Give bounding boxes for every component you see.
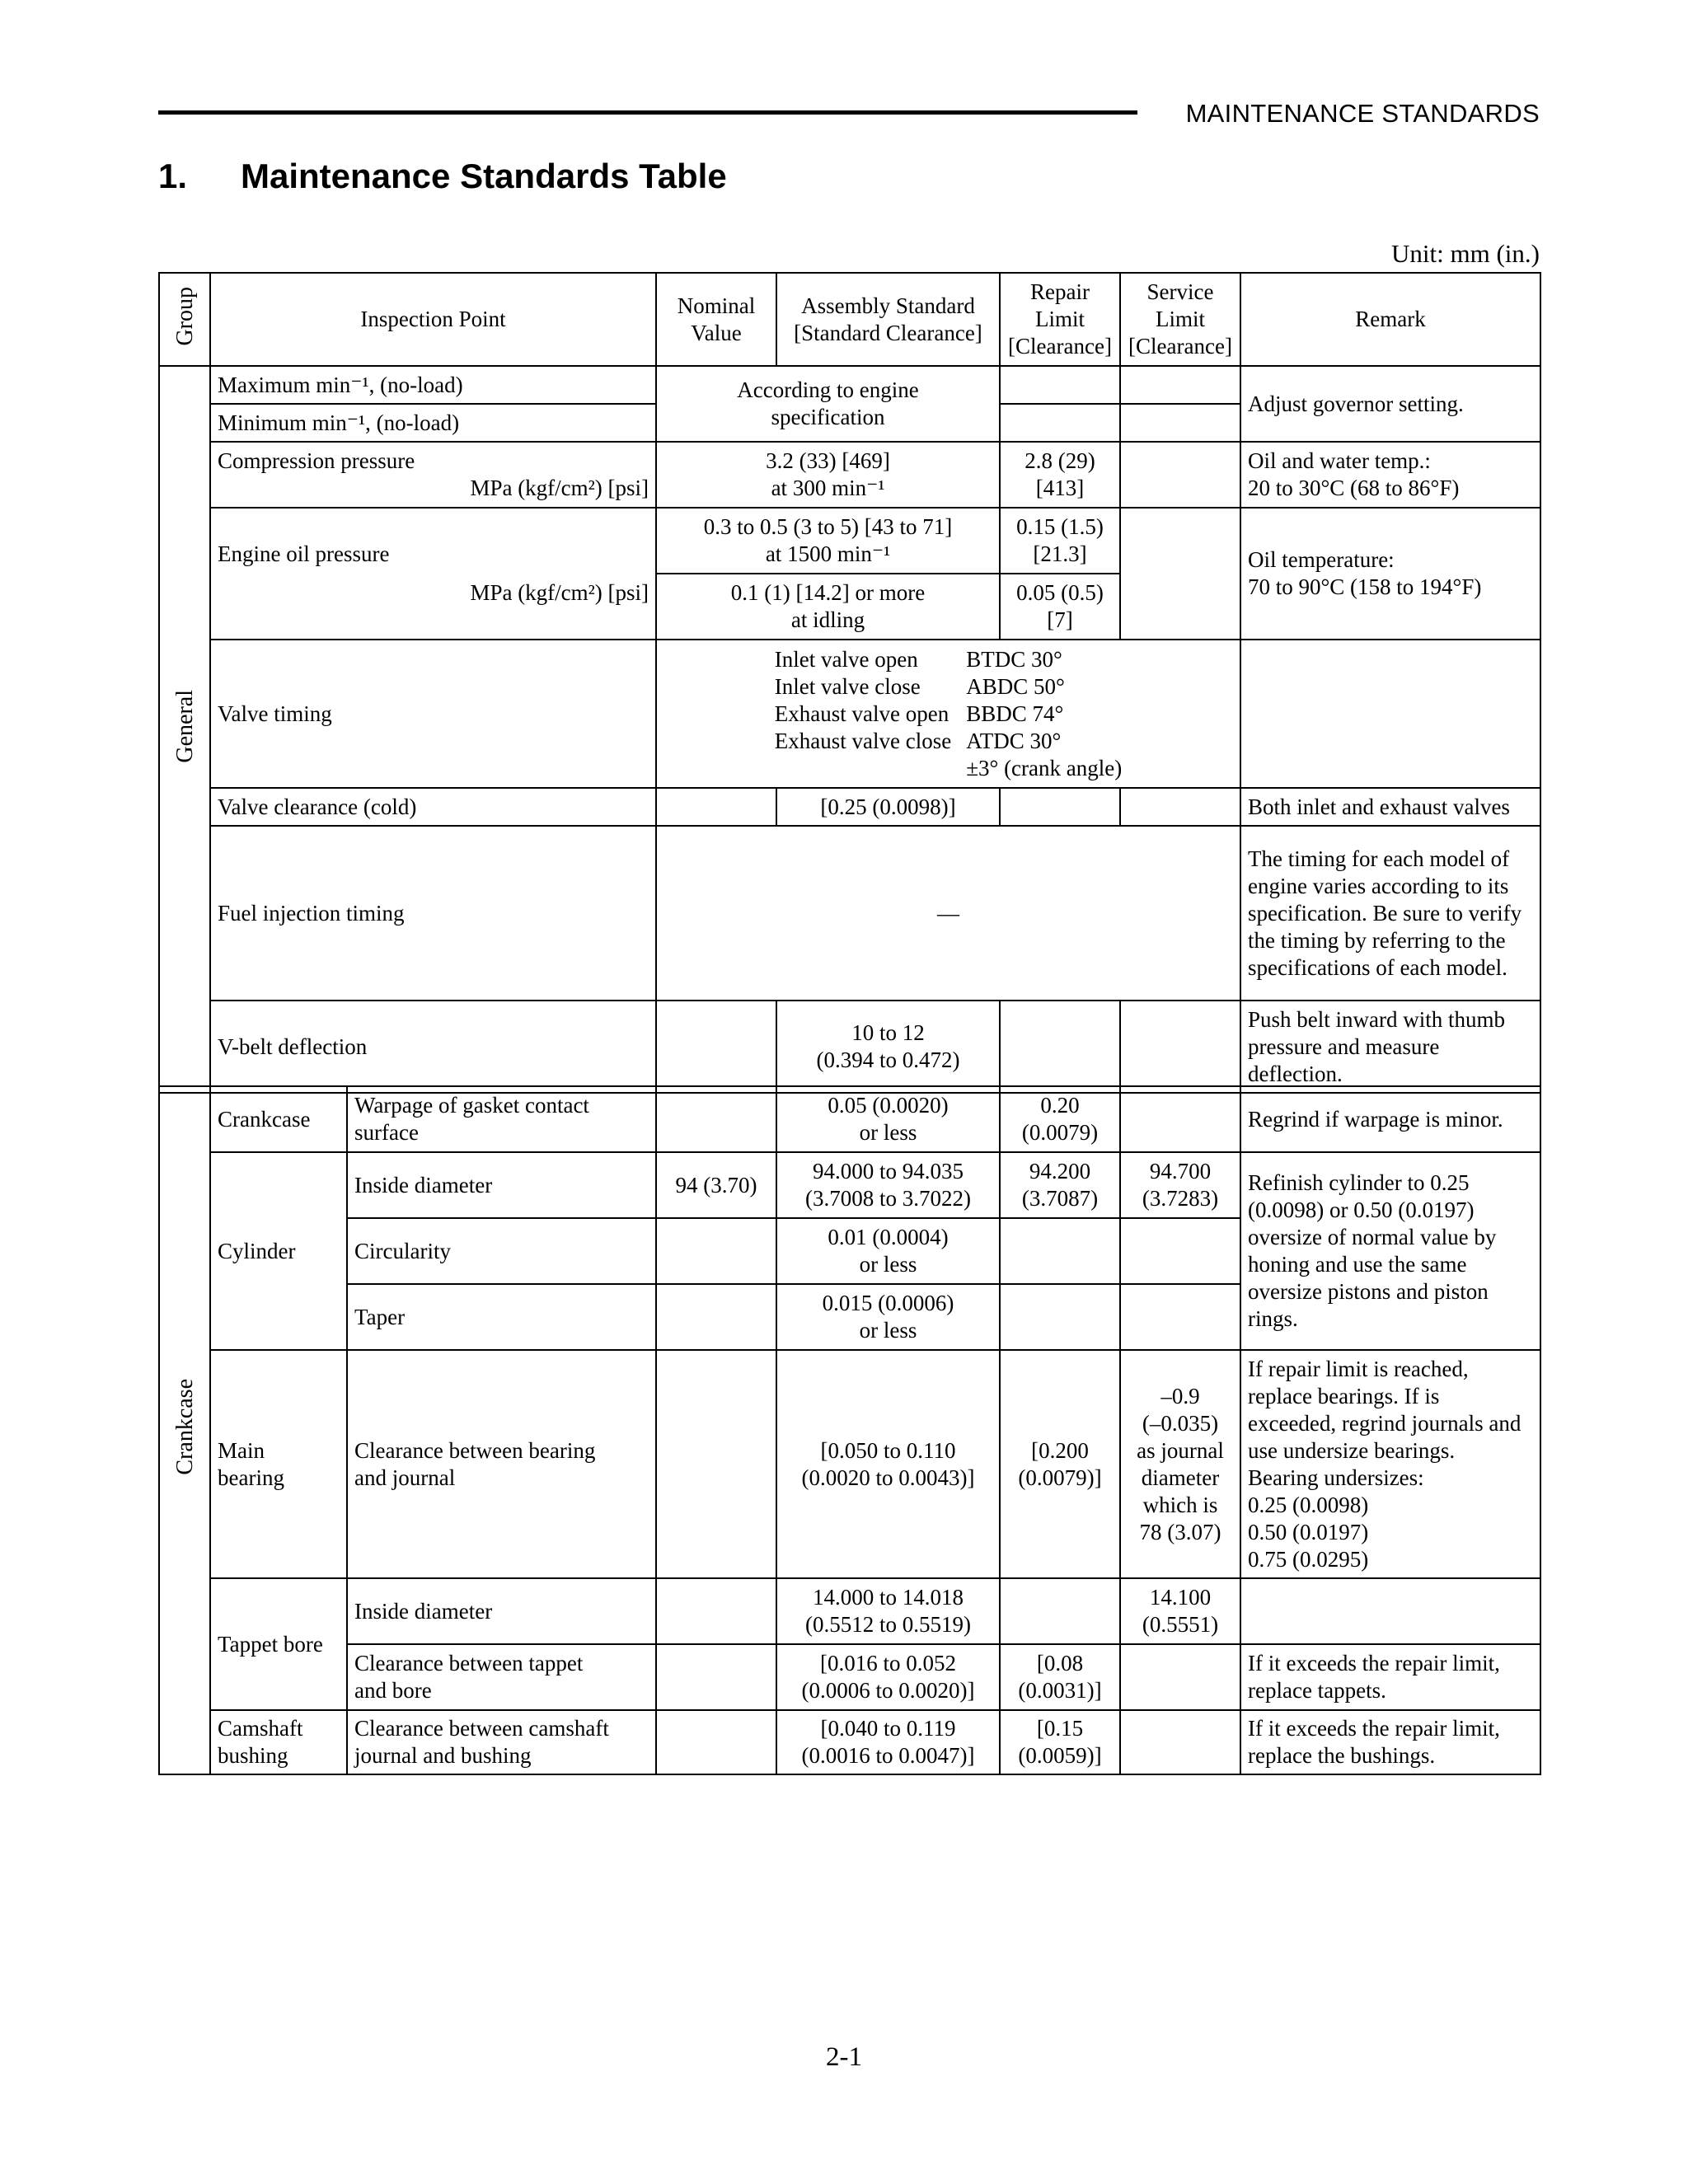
timing-event: [775, 755, 951, 782]
empty-cell: [656, 1086, 776, 1152]
timing-tolerance: ±3° (crank angle): [966, 755, 1123, 780]
section-heading: [158, 157, 727, 196]
main-bearing-repair: [0.200 (0.0079)]: [1000, 1350, 1120, 1578]
cylinder-assembly: 94.000 to 94.035 (3.7008 to 3.7022): [776, 1152, 1000, 1218]
empty-cell: [1000, 788, 1120, 826]
empty-cell: [1000, 1284, 1120, 1350]
header-rule: [158, 110, 1137, 115]
timing-event: Exhaust valve open: [774, 701, 950, 726]
compression-label-cell: [210, 442, 656, 508]
maintenance-standards-table-crankcase: [158, 1085, 1541, 1775]
cylinder-component: Cylinder: [210, 1152, 347, 1350]
taper-item: Taper: [347, 1284, 656, 1350]
min-speed-label: Minimum min⁻¹, (no-load): [210, 404, 656, 442]
empty-cell: [1120, 1001, 1240, 1093]
tappet-inside-diameter-service: 14.100 (0.5551): [1120, 1578, 1240, 1644]
table-row: [159, 640, 1540, 788]
valve-timing-label: Valve timing: [210, 640, 656, 788]
vbelt-assembly: 10 to 12 (0.394 to 0.472): [776, 1001, 1000, 1093]
timing-value: ABDC 50°: [966, 673, 1065, 699]
crankcase-component: Crankcase: [210, 1086, 347, 1152]
oil-pressure-remark: Oil temperature: 70 to 90°C (158 to 194°F): [1240, 508, 1540, 640]
table-row: [159, 1644, 1540, 1710]
warpage-assembly: 0.05 (0.0020) or less: [776, 1086, 1000, 1152]
warpage-repair: 0.20 (0.0079): [1000, 1086, 1120, 1152]
timing-event: Inlet valve open: [774, 646, 918, 672]
tappet-bore-component: Tappet bore: [210, 1578, 347, 1710]
cylinder-inside-diameter-item: Inside diameter: [347, 1152, 656, 1218]
timing-value: BTDC 30°: [966, 646, 1062, 672]
oil-pressure-repair-idle: 0.05 (0.5) [7]: [1000, 574, 1120, 640]
empty-cell: [1120, 1644, 1240, 1710]
cylinder-service: 94.700 (3.7283): [1120, 1152, 1240, 1218]
header-nominal-value: Nominal Value: [656, 273, 776, 366]
camshaft-bushing-item: Clearance between camshaft journal and bushing: [347, 1710, 656, 1774]
empty-cell: [1120, 1218, 1240, 1284]
oil-pressure-label: Engine oil pressure: [218, 541, 390, 566]
main-bearing-remark: If repair limit is reached, replace bearings. If is exceeded, regrind journals and use undersize bearings. Bearing undersizes: 0.25 (0.0098) 0.50 (0.0197) 0.75 (0.0295): [1240, 1350, 1540, 1578]
vbelt-label: V-belt deflection: [210, 1001, 656, 1093]
page-number: 2-1: [826, 2042, 862, 2072]
group-general: General: [159, 366, 210, 1093]
oil-pressure-assembly-idle: 0.1 (1) [14.2] or more at idling: [656, 574, 1000, 640]
compression-assembly: 3.2 (33) [469] at 300 min⁻¹: [656, 442, 1000, 508]
header-remark: Remark: [1240, 273, 1540, 366]
table-row: [159, 508, 1540, 574]
group-crankcase: Crankcase: [159, 1086, 210, 1774]
max-speed-label: Maximum min⁻¹, (no-load): [210, 366, 656, 404]
main-bearing-service: –0.9 (–0.035) as journal diameter which is 78 (3.07): [1120, 1350, 1240, 1578]
circularity-assembly: 0.01 (0.0004) or less: [776, 1218, 1000, 1284]
fuel-injection-remark: The timing for each model of engine varies according to its specification. Be sure to verify the timing by referring to the specifications of each model.: [1240, 826, 1540, 1001]
circularity-item: Circularity: [347, 1218, 656, 1284]
empty-cell: [656, 1578, 776, 1644]
camshaft-bushing-component: Camshaft bushing: [210, 1710, 347, 1774]
oil-pressure-label-cell: [210, 508, 656, 640]
timing-event: Inlet valve close: [774, 673, 921, 699]
tappet-clearance-assembly: [0.016 to 0.052 (0.0006 to 0.0020)]: [776, 1644, 1000, 1710]
section-title: Maintenance Standards Table: [241, 157, 727, 195]
compression-unit: MPa (kgf/cm²) [psi]: [470, 476, 649, 500]
table-row: [159, 366, 1540, 404]
empty-cell: [656, 1350, 776, 1578]
running-header: MAINTENANCE STANDARDS: [1185, 99, 1540, 128]
warpage-item: Warpage of gasket contact surface: [347, 1086, 656, 1152]
timing-value: ATDC 30°: [966, 728, 1062, 753]
table-row: [159, 1710, 1540, 1774]
section-number: 1.: [158, 157, 188, 195]
header-group: Group: [159, 273, 210, 366]
empty-cell: [656, 1001, 776, 1093]
empty-cell: [1000, 1218, 1120, 1284]
taper-assembly: 0.015 (0.0006) or less: [776, 1284, 1000, 1350]
empty-cell: [1000, 404, 1120, 442]
empty-cell: [1120, 1710, 1240, 1774]
empty-cell: [1000, 1578, 1120, 1644]
maintenance-standards-table: [158, 272, 1541, 1094]
table-row: [159, 1578, 1540, 1644]
oil-pressure-assembly-rated: 0.3 to 0.5 (3 to 5) [43 to 71] at 1500 min⁻¹: [656, 508, 1000, 574]
valve-timing-grid: [775, 646, 1122, 782]
tappet-clearance-item: Clearance between tappet and bore: [347, 1644, 656, 1710]
header-inspection-point: Inspection Point: [210, 273, 656, 366]
table-row: [159, 1350, 1540, 1578]
empty-cell: [656, 1218, 776, 1284]
table-row: [159, 826, 1540, 1001]
cylinder-remark: Refinish cylinder to 0.25 (0.0098) or 0.50 (0.0197) oversize of normal value by honing and use the same oversize pistons and piston rings.: [1240, 1152, 1540, 1350]
timing-value: BBDC 74°: [966, 701, 1064, 726]
table-row: [159, 1152, 1540, 1218]
empty-cell: [656, 788, 776, 826]
valve-clearance-label: Valve clearance (cold): [210, 788, 656, 826]
empty-cell: [656, 1644, 776, 1710]
timing-event: Exhaust valve close: [774, 728, 952, 753]
camshaft-bushing-assembly: [0.040 to 0.119 (0.0016 to 0.0047)]: [776, 1710, 1000, 1774]
tappet-clearance-repair: [0.08 (0.0031)]: [1000, 1644, 1120, 1710]
empty-cell: [1000, 366, 1120, 404]
unit-note: Unit: mm (in.): [1391, 239, 1540, 268]
fuel-injection-value: —: [656, 826, 1240, 1001]
main-bearing-component: Main bearing: [210, 1350, 347, 1578]
fuel-injection-label: Fuel injection timing: [210, 826, 656, 1001]
valve-clearance-remark: Both inlet and exhaust valves: [1240, 788, 1540, 826]
header-repair-limit: Repair Limit [Clearance]: [1000, 273, 1120, 366]
empty-cell: [656, 1710, 776, 1774]
valve-clearance-assembly: [0.25 (0.0098)]: [776, 788, 1000, 826]
empty-cell: [1000, 1001, 1120, 1093]
empty-cell: [1120, 442, 1240, 508]
table-row: [159, 788, 1540, 826]
header-assembly-standard: Assembly Standard [Standard Clearance]: [776, 273, 1000, 366]
warpage-remark: Regrind if warpage is minor.: [1240, 1086, 1540, 1152]
camshaft-bushing-remark: If it exceeds the repair limit, replace the bushings.: [1240, 1710, 1540, 1774]
tappet-inside-diameter-assembly: 14.000 to 14.018 (0.5512 to 0.5519): [776, 1578, 1000, 1644]
empty-cell: [1120, 404, 1240, 442]
speed-assembly-standard: According to engine specification: [656, 366, 1000, 442]
empty-cell: [1120, 1086, 1240, 1152]
compression-repair: 2.8 (29) [413]: [1000, 442, 1120, 508]
empty-cell: [1240, 640, 1540, 788]
tappet-inside-diameter-item: Inside diameter: [347, 1578, 656, 1644]
empty-cell: [1120, 1284, 1240, 1350]
empty-cell: [1120, 508, 1240, 640]
table-row: [159, 442, 1540, 508]
empty-cell: [1240, 1578, 1540, 1644]
compression-remark: Oil and water temp.: 20 to 30°C (68 to 86°F): [1240, 442, 1540, 508]
vbelt-remark: Push belt inward with thumb pressure and measure deflection.: [1240, 1001, 1540, 1093]
oil-pressure-repair-rated: 0.15 (1.5) [21.3]: [1000, 508, 1120, 574]
main-bearing-item: Clearance between bearing and journal: [347, 1350, 656, 1578]
empty-cell: [1120, 788, 1240, 826]
cylinder-nominal: 94 (3.70): [656, 1152, 776, 1218]
table-row: [159, 1086, 1540, 1152]
camshaft-bushing-repair: [0.15 (0.0059)]: [1000, 1710, 1120, 1774]
table-row: [159, 1001, 1540, 1093]
compression-label: Compression pressure: [218, 448, 415, 473]
speed-remark: Adjust governor setting.: [1240, 366, 1540, 442]
cylinder-repair: 94.200 (3.7087): [1000, 1152, 1120, 1218]
header-service-limit: Service Limit [Clearance]: [1120, 273, 1240, 366]
oil-pressure-unit: MPa (kgf/cm²) [psi]: [470, 580, 649, 605]
empty-cell: [1120, 366, 1240, 404]
table-header-row: [159, 273, 1540, 366]
valve-timing-values: [656, 640, 1240, 788]
tappet-clearance-remark: If it exceeds the repair limit, replace tappets.: [1240, 1644, 1540, 1710]
empty-cell: [656, 1284, 776, 1350]
main-bearing-assembly: [0.050 to 0.110 (0.0020 to 0.0043)]: [776, 1350, 1000, 1578]
